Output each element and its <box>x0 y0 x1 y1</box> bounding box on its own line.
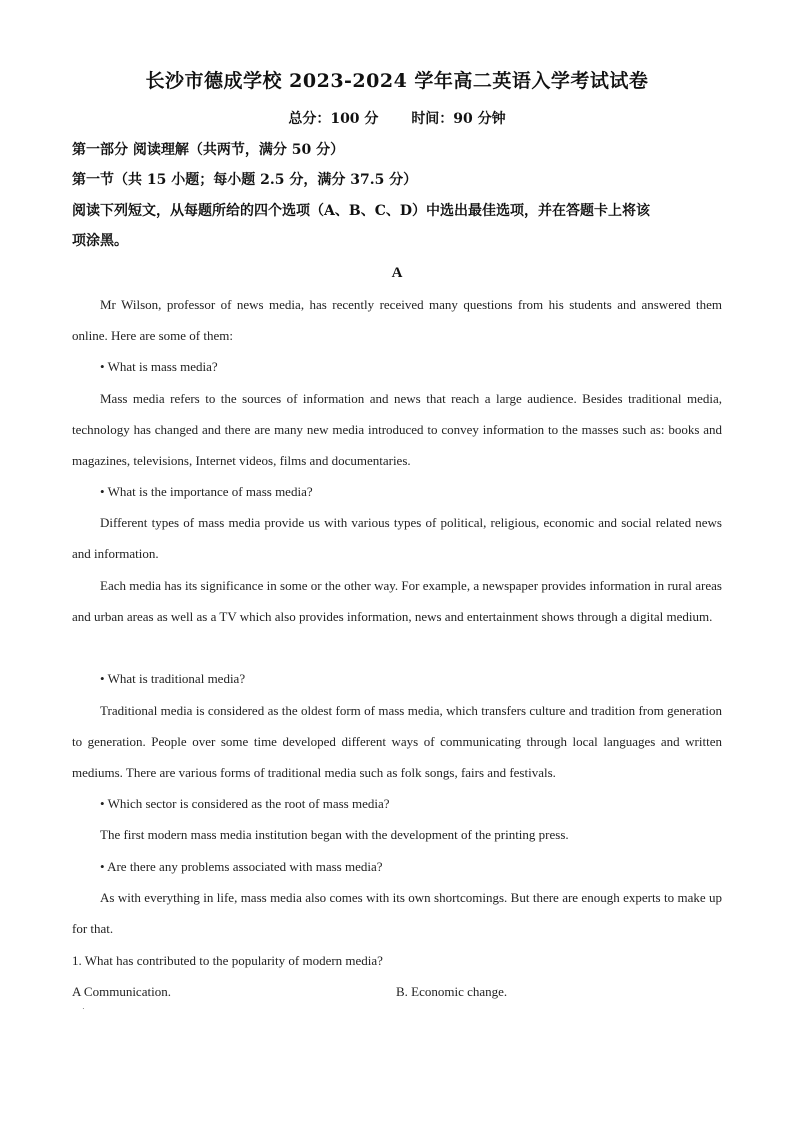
faq-answer: Different types of mass media provide us with various types of political, religious, economic and social related news and information. <box>72 515 722 561</box>
faq-answer: As with everything in life, mass media also comes with its own shortcomings. But there are enough experts to make up for that. <box>72 890 722 936</box>
directions-line-1: 阅读下列短文，从每题所给的四个选项（A、B、C、D）中选出最佳选项，并在答题卡上将该 <box>72 203 650 219</box>
directions-line-2: 项涂黑。 <box>72 233 128 249</box>
passage-label: A <box>391 265 403 281</box>
faq-answer-continued: Each media has its significance in some or the other way. For example, a newspaper provides information in rural areas and urban areas as well as a TV which also provides information, news and entertainment shows through a digital medium. <box>72 578 722 624</box>
faq-question: • Which sector is considered as the root of mass media? <box>100 796 390 811</box>
passage-intro: Mr Wilson, professor of news media, has recently received many questions from his students and answered them online. Here are some of them: <box>72 297 722 343</box>
faq-answer: The first modern mass media institution began with the development of the printing press. <box>100 827 569 842</box>
faq-question: • What is traditional media? <box>100 671 246 686</box>
question-1-option-a[interactable]: A Communication. <box>72 984 171 999</box>
faq-answer: Traditional media is considered as the oldest form of mass media, which transfers culture and tradition from generation to generation. People over some time developed different ways of communicating through local languages and written mediums. There are various forms of traditional media such as folk songs, fairs and festivals. <box>72 703 722 780</box>
faq-question: • What is mass media? <box>100 359 218 374</box>
faq-question: • What is the importance of mass media? <box>100 484 313 499</box>
question-1-option-b[interactable]: B. Economic change. <box>396 984 508 999</box>
question-1-stem: 1. What has contributed to the popularity of modern media? <box>72 953 383 968</box>
faq-question: • Are there any problems associated with mass media? <box>100 859 383 874</box>
exam-meta <box>0 108 794 128</box>
section-one-heading: 第一节（共 15 小题；每小题 2.5 分，满分 37.5 分） <box>72 172 418 188</box>
page-mark: · <box>82 1004 85 1013</box>
total-score: 总分：100 分 <box>288 111 379 127</box>
faq-answer: Mass media refers to the sources of information and news that reach a large audience. Besides traditional media, technology has changed and there are many new media introduced to convey information to the masses such as: books and magazines, televisions, Internet videos, films and documentaries. <box>72 391 722 468</box>
exam-time: 时间：90 分钟 <box>411 111 506 127</box>
part-one-heading: 第一部分 阅读理解（共两节，满分 50 分） <box>72 142 345 158</box>
page-title: 长沙市德成学校 2023-2024 学年高二英语入学考试试卷 <box>145 70 649 92</box>
